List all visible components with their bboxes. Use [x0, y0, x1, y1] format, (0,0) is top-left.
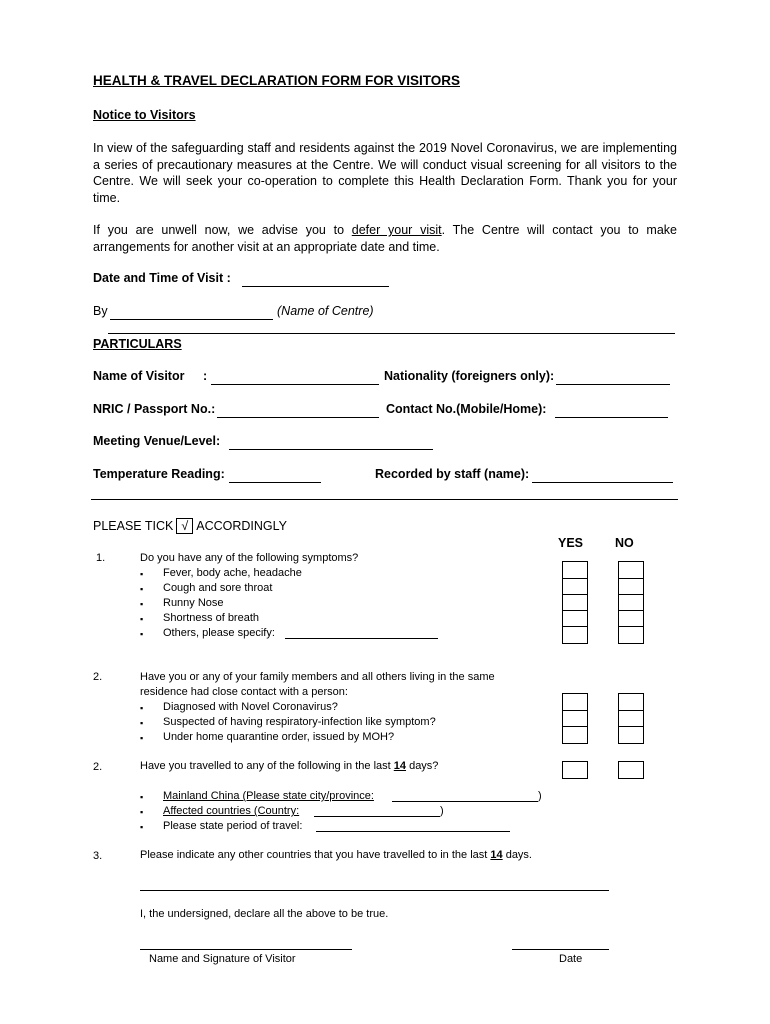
- unwell-text-before: If you are unwell now, we advise you to: [93, 223, 352, 237]
- q1-question: Do you have any of the following symptoms?: [140, 552, 359, 564]
- name-of-visitor-field[interactable]: [211, 384, 379, 385]
- bullet-icon: ▪: [140, 629, 144, 639]
- q2b-text-before: Have you travelled to any of the following in the last: [140, 760, 394, 772]
- name-colon: :: [203, 369, 208, 383]
- q2b-no-checkbox[interactable]: [618, 761, 644, 779]
- q3-question: [140, 849, 532, 861]
- bullet-icon: ▪: [140, 599, 144, 609]
- q1-item-breath: Shortness of breath: [163, 612, 260, 624]
- q3-days: 14: [490, 849, 503, 861]
- nric-label: NRIC / Passport No.:: [93, 402, 216, 416]
- q1-yes-checkbox-4[interactable]: [562, 610, 588, 627]
- q1-yes-checkbox-3[interactable]: [562, 594, 588, 611]
- q3-number: 3.: [93, 850, 103, 862]
- venue-field[interactable]: [229, 449, 433, 450]
- q2b-item-china: Mainland China (Please state city/province:: [163, 790, 374, 802]
- china-city-field[interactable]: [392, 801, 538, 802]
- china-close-paren: ): [538, 790, 542, 802]
- particulars-divider: [91, 499, 678, 500]
- section-divider: [108, 333, 675, 334]
- q1-no-checkbox-1[interactable]: [618, 561, 644, 579]
- affected-close-paren: ): [440, 805, 444, 817]
- declaration-text: I, the undersigned, declare all the above to be true.: [140, 908, 389, 920]
- q2-no-checkbox-1[interactable]: [618, 693, 644, 711]
- contact-field[interactable]: [555, 417, 668, 418]
- q2-number: 2.: [93, 671, 103, 683]
- date-field[interactable]: [512, 949, 609, 950]
- recorded-by-field[interactable]: [532, 482, 673, 483]
- notice-paragraph: In view of the safeguarding staff and residents against the 2019 Novel Coronavirus, we are implementing a series of precautionary measures at the Centre. We will conduct visual screening for all visitors to the Centre. We will seek your co-operation to complete this Health Declaration Form. Thank you for your time.: [93, 141, 677, 205]
- bullet-icon: ▪: [140, 807, 144, 817]
- bullet-icon: ▪: [140, 718, 144, 728]
- q1-item-fever: Fever, body ache, headache: [163, 567, 302, 579]
- other-countries-field[interactable]: [140, 890, 609, 891]
- q2-no-checkbox-3[interactable]: [618, 726, 644, 744]
- tick-before: PLEASE TICK: [93, 519, 174, 533]
- yes-column-header: YES: [558, 536, 584, 550]
- bullet-icon: ▪: [140, 733, 144, 743]
- unwell-text-after: . The Centre will contact you to make arrangements for another visit at an appropriate date and time.: [93, 223, 678, 254]
- q3-text-before: Please indicate any other countries that you have travelled to in the last: [140, 849, 491, 861]
- venue-label: Meeting Venue/Level:: [93, 434, 221, 448]
- tick-instruction: [93, 518, 287, 534]
- q2b-days: 14: [393, 760, 407, 772]
- centre-name-field[interactable]: [110, 319, 273, 320]
- q1-number: 1.: [96, 552, 106, 564]
- temperature-label: Temperature Reading:: [93, 467, 225, 481]
- q1-no-checkbox-2[interactable]: [618, 578, 644, 595]
- tick-mark-icon: √: [176, 518, 193, 534]
- q1-yes-checkbox-1[interactable]: [562, 561, 588, 579]
- q1-item-cough: Cough and sore throat: [163, 582, 273, 594]
- bullet-icon: ▪: [140, 822, 144, 832]
- name-of-centre-hint: (Name of Centre): [277, 304, 374, 318]
- particulars-heading: PARTICULARS: [93, 337, 182, 351]
- q2-yes-checkbox-3[interactable]: [562, 726, 588, 744]
- q2b-text-after: days?: [406, 760, 439, 772]
- q1-no-checkbox-4[interactable]: [618, 610, 644, 627]
- q2-item-suspected: Suspected of having respiratory-infection like symptom?: [163, 716, 436, 728]
- tick-after: ACCORDINGLY: [196, 519, 287, 533]
- affected-country-field[interactable]: [314, 816, 440, 817]
- signature-label: Name and Signature of Visitor: [149, 953, 296, 965]
- bullet-icon: ▪: [140, 584, 144, 594]
- q2-item-diagnosed: Diagnosed with Novel Coronavirus?: [163, 701, 338, 713]
- travel-period-field[interactable]: [316, 831, 510, 832]
- q1-item-runny-nose: Runny Nose: [163, 597, 224, 609]
- q1-yes-checkbox-2[interactable]: [562, 578, 588, 595]
- q2b-item-affected: Affected countries (Country:: [163, 805, 300, 817]
- nationality-label: Nationality (foreigners only):: [384, 369, 555, 383]
- form-title: HEALTH & TRAVEL DECLARATION FORM FOR VISITORS: [93, 73, 460, 88]
- q2-question-line2: residence had close contact with a person:: [140, 686, 348, 698]
- date-label: Date: [559, 953, 583, 965]
- nationality-field[interactable]: [556, 384, 670, 385]
- q2-item-quarantine: Under home quarantine order, issued by MOH?: [163, 731, 395, 743]
- q2-question-line1: Have you or any of your family members and all others living in the same: [140, 671, 495, 683]
- nric-field[interactable]: [217, 417, 379, 418]
- q3-text-after: days.: [502, 849, 532, 861]
- unwell-paragraph: [93, 222, 677, 255]
- bullet-icon: ▪: [140, 569, 144, 579]
- q2b-yes-checkbox[interactable]: [562, 761, 588, 779]
- q1-yes-checkbox-5[interactable]: [562, 626, 588, 644]
- q2b-number: 2.: [93, 761, 103, 773]
- defer-visit-text: defer your visit: [351, 223, 442, 237]
- bullet-icon: ▪: [140, 703, 144, 713]
- q1-others-field[interactable]: [285, 638, 438, 639]
- q2b-question: [140, 760, 438, 772]
- q2-no-checkbox-2[interactable]: [618, 710, 644, 727]
- name-of-visitor-label: Name of Visitor: [93, 369, 185, 383]
- temperature-field[interactable]: [229, 482, 321, 483]
- notice-heading: Notice to Visitors: [93, 108, 196, 122]
- q2-yes-checkbox-2[interactable]: [562, 710, 588, 727]
- q1-no-checkbox-3[interactable]: [618, 594, 644, 611]
- by-label: By: [93, 304, 108, 318]
- contact-label: Contact No.(Mobile/Home):: [386, 402, 547, 416]
- recorded-by-label: Recorded by staff (name):: [375, 467, 530, 481]
- q1-no-checkbox-5[interactable]: [618, 626, 644, 644]
- q2b-item-period: Please state period of travel:: [163, 820, 303, 832]
- signature-field[interactable]: [140, 949, 352, 950]
- no-column-header: NO: [615, 536, 634, 550]
- date-time-label: Date and Time of Visit :: [93, 271, 231, 285]
- bullet-icon: ▪: [140, 614, 144, 624]
- q1-item-others: Others, please specify:: [163, 627, 275, 639]
- bullet-icon: ▪: [140, 792, 144, 802]
- q2-yes-checkbox-1[interactable]: [562, 693, 588, 711]
- date-time-field[interactable]: [242, 286, 389, 287]
